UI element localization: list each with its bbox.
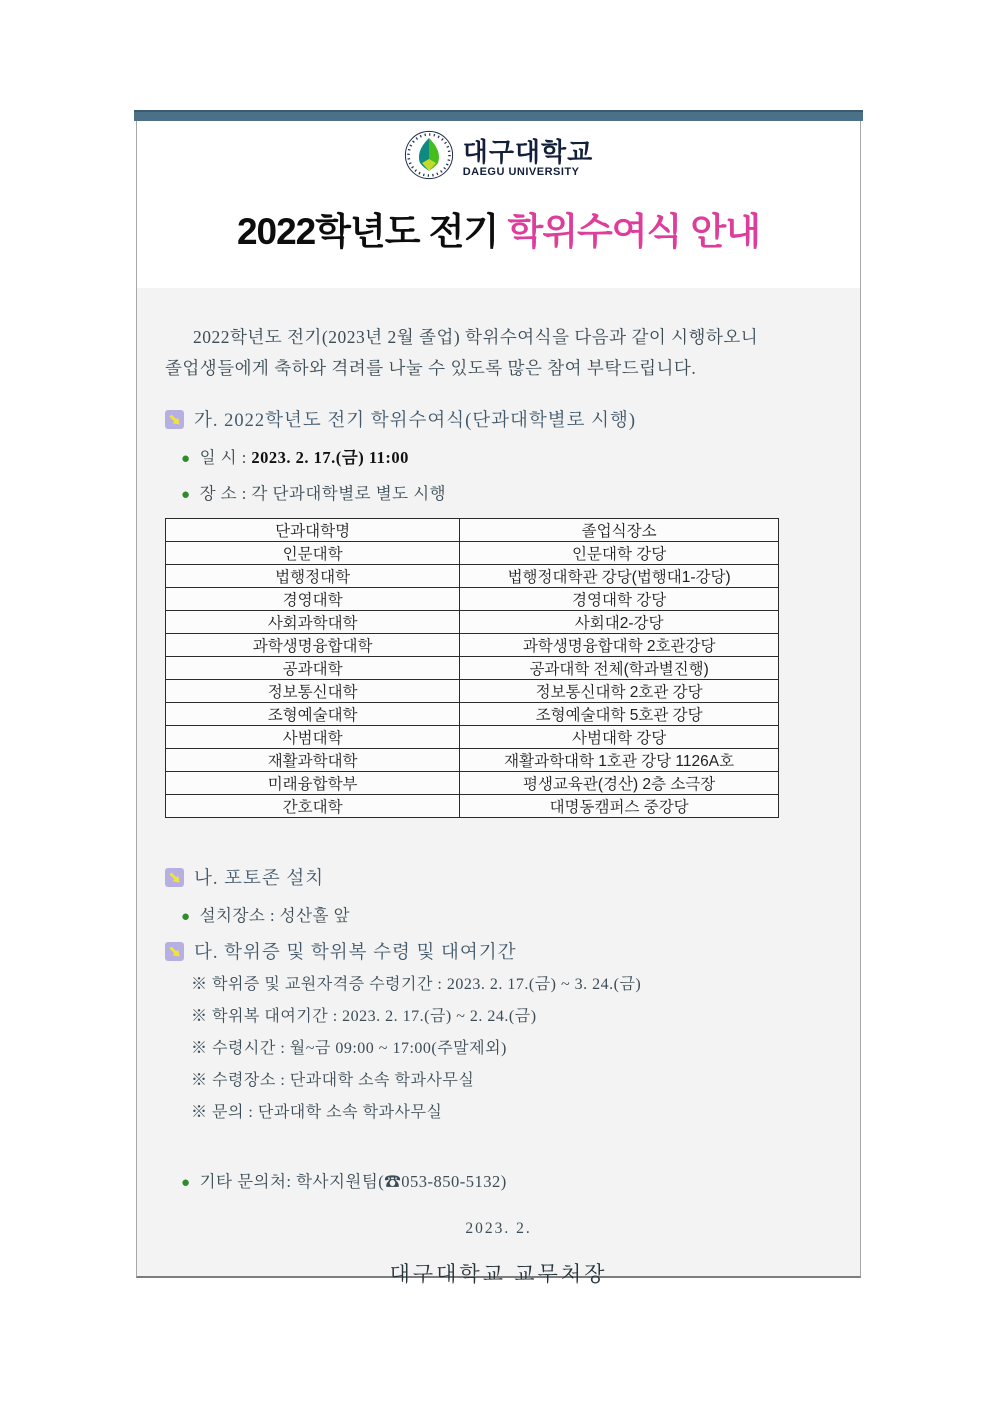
table-cell: 정보통신대학 2호관 강당 — [460, 680, 779, 703]
date-bullet — [181, 444, 832, 468]
page-title — [137, 201, 860, 255]
arrow-down-right-icon — [165, 410, 184, 429]
table-row — [166, 726, 779, 749]
table-cell: 법행정대학관 강당(법행대1-강당) — [460, 565, 779, 588]
table-cell: 사회과학대학 — [166, 611, 460, 634]
university-name-kr: 대구대학교 — [462, 136, 594, 167]
table-cell: 사범대학 강당 — [460, 726, 779, 749]
university-logo-text — [463, 138, 594, 178]
top-accent-bar — [134, 110, 863, 121]
photozone-bullet — [181, 902, 832, 926]
table-row — [166, 795, 779, 818]
table-row — [166, 565, 779, 588]
table-row — [166, 703, 779, 726]
section-ga-heading — [165, 406, 832, 432]
column-header-college: 단과대학명 — [166, 519, 460, 542]
page-title-pink: 학위수여식 안내 — [507, 211, 761, 252]
table-row — [166, 680, 779, 703]
table-cell: 미래융합학부 — [166, 772, 460, 795]
table-row — [166, 749, 779, 772]
document-body — [136, 288, 861, 1286]
section-da-heading-text: 다. 학위증 및 학위복 수령 및 대여기간 — [194, 943, 517, 963]
column-header-venue: 졸업식장소 — [460, 519, 779, 542]
table-body — [166, 542, 779, 818]
table-cell: 재활과학대학 1호관 강당 1126A호 — [460, 749, 779, 772]
note-certificate-period: ※ 학위증 및 교원자격증 수령기간 : 2023. 2. 17.(금) ~ 3. 24.(금) — [191, 976, 642, 993]
note-inquiry: ※ 문의 : 단과대학 소속 학과사무실 — [191, 1104, 443, 1121]
university-emblem-icon — [404, 130, 454, 185]
table-cell: 과학생명융합대학 2호관강당 — [460, 634, 779, 657]
arrow-down-right-icon — [165, 868, 184, 887]
intro-line1: 2022학년도 전기(2023년 2월 졸업) 학위수여식을 다음과 같이 시행하오니 — [193, 327, 759, 347]
table-cell: 인문대학 강당 — [460, 542, 779, 565]
table-row — [166, 611, 779, 634]
table-cell: 경영대학 — [166, 588, 460, 611]
arrow-down-right-icon — [165, 942, 184, 961]
table-cell: 법행정대학 — [166, 565, 460, 588]
table-row — [166, 588, 779, 611]
table-cell: 공과대학 — [166, 657, 460, 680]
table-cell: 인문대학 — [166, 542, 460, 565]
date-value: 2023. 2. 17.(금) 11:00 — [251, 448, 409, 467]
table-header-row — [166, 519, 779, 542]
place-bullet — [181, 480, 832, 504]
document-header — [136, 121, 861, 288]
table-cell: 조형예술대학 — [166, 703, 460, 726]
bullet-dot-icon: ● — [181, 487, 191, 503]
document-frame — [136, 121, 861, 1286]
table-row — [166, 542, 779, 565]
table-row — [166, 634, 779, 657]
table-row — [166, 772, 779, 795]
table-cell: 정보통신대학 — [166, 680, 460, 703]
bullet-dot-icon: ● — [181, 451, 191, 467]
intro-line2: 졸업생들에게 축하와 격려를 나눌 수 있도록 많은 참여 부탁드립니다. — [165, 358, 697, 378]
bullet-dot-icon: ● — [181, 909, 191, 925]
table-cell: 재활과학대학 — [166, 749, 460, 772]
section-ga-heading-text: 가. 2022학년도 전기 학위수여식(단과대학별로 시행) — [194, 411, 636, 431]
university-logo — [404, 130, 594, 185]
table-cell: 조형예술대학 5호관 강당 — [460, 703, 779, 726]
table-cell: 간호대학 — [166, 795, 460, 818]
note-pickup-hours: ※ 수령시간 : 월~금 09:00 ~ 17:00(주말제외) — [191, 1040, 507, 1057]
intro-paragraph — [165, 322, 832, 384]
table-cell: 대명동캠퍼스 중강당 — [460, 795, 779, 818]
issue-date: 2023. 2. — [465, 1220, 532, 1237]
venues-table — [165, 518, 779, 818]
photozone-text: 설치장소 : 성산홀 앞 — [199, 906, 351, 925]
date-label: 일 시 : — [199, 448, 252, 467]
bullet-dot-icon: ● — [181, 1175, 191, 1191]
table-cell: 사범대학 — [166, 726, 460, 749]
table-cell: 공과대학 전체(학과별진행) — [460, 657, 779, 680]
signature: 대구대학교 교무처장 — [389, 1262, 608, 1286]
table-cell: 사회대2-강당 — [460, 611, 779, 634]
university-name-en: DAEGU UNIVERSITY — [462, 165, 580, 178]
table-cell: 경영대학 강당 — [460, 588, 779, 611]
place-text: 장 소 : 각 단과대학별로 별도 시행 — [199, 484, 447, 503]
contact-bullet — [181, 1168, 832, 1192]
table-row — [166, 657, 779, 680]
page-title-black: 2022학년도 전기 — [236, 211, 508, 252]
section-na-heading — [165, 864, 832, 890]
section-da-heading — [165, 938, 832, 964]
contact-text: 기타 문의처: 학사지원팀(☎053-850-5132) — [199, 1172, 507, 1191]
table-cell: 평생교육관(경산) 2층 소극장 — [460, 772, 779, 795]
table-cell: 과학생명융합대학 — [166, 634, 460, 657]
section-na-heading-text: 나. 포토존 설치 — [194, 869, 325, 889]
note-pickup-location: ※ 수령장소 : 단과대학 소속 학과사무실 — [191, 1072, 475, 1089]
note-gown-rental-period: ※ 학위복 대여기간 : 2023. 2. 17.(금) ~ 2. 24.(금) — [191, 1008, 537, 1025]
